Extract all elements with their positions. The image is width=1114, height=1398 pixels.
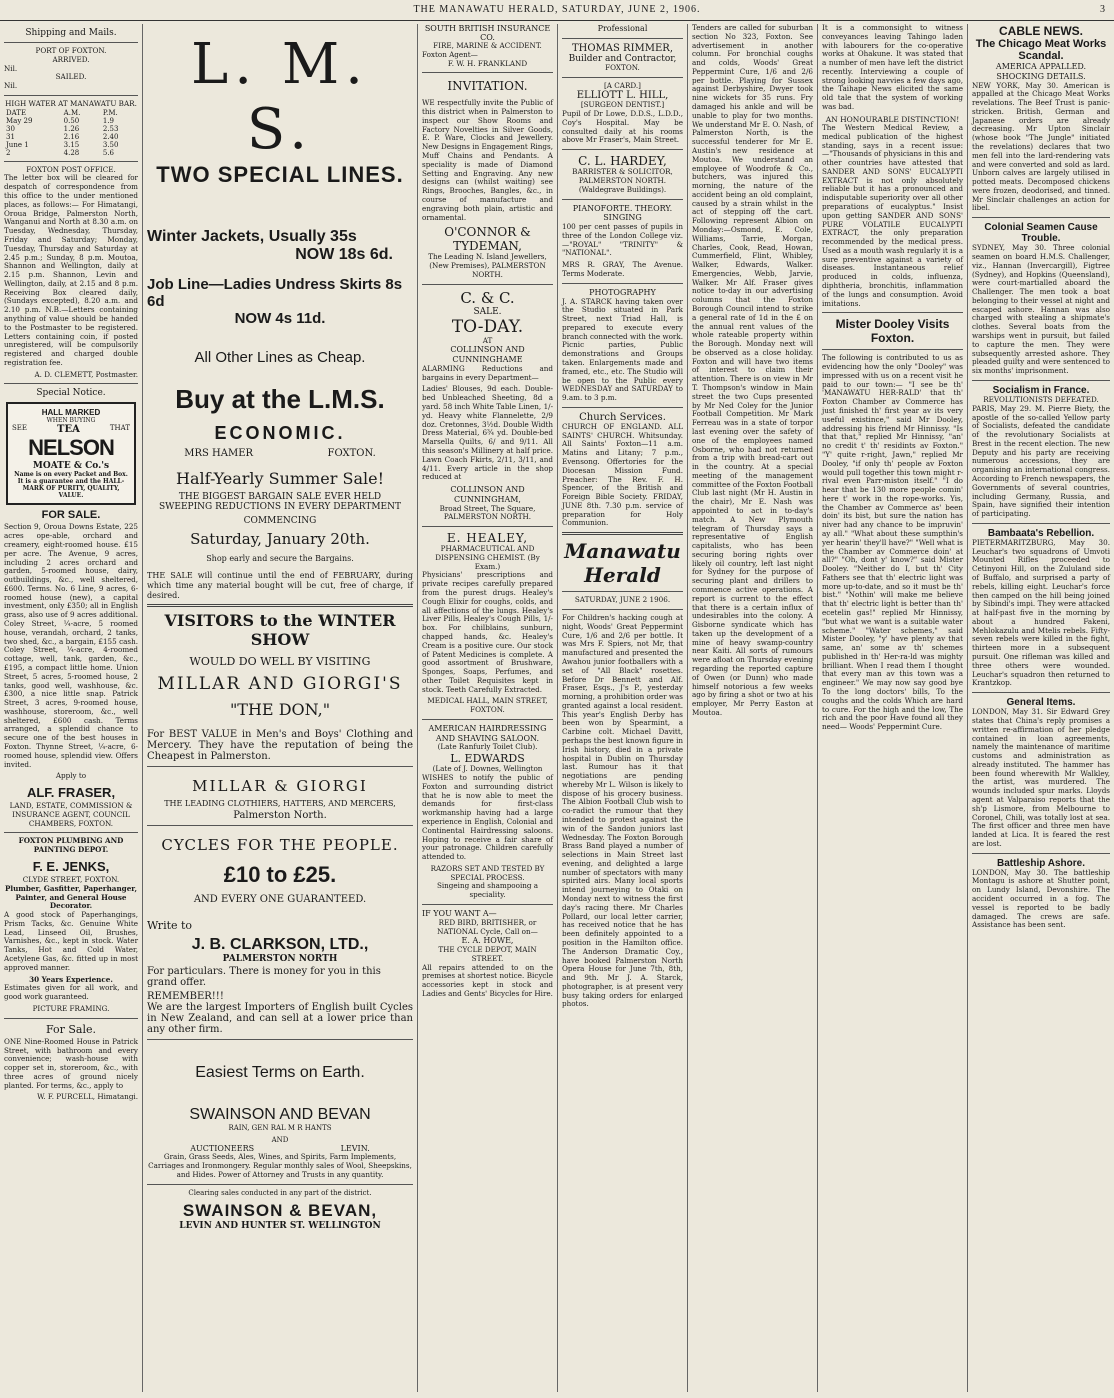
general-items-title: General Items. (1006, 697, 1076, 709)
chemist-text: Physicians' prescriptions and private recipes carefully prepared from the purest drugs. Healey's Cough Elixir for coughs, colds, and all affections of the lungs. Healey's Liver Pills, Healey's Cough Pills, 1/- box. For chilblains, sunburn, chapped hands, &c. Healey's Cream is a positive cure. Our stock of Patent Medicines is complete. A good assortment of Brushware, Sponges, Soaps, Perfumes, and other Toilet Requisites kept in stock. Teeth Carefully Extracted. (422, 570, 553, 694)
table-row (4, 133, 138, 141)
particulars: For particulars. There is money for you in this grand offer. (147, 966, 381, 989)
visitors-winter-show: VISITORS to the WINTER SHOW (164, 611, 396, 650)
oconnor-desc: The Leading N. Island Jewellers, (New Premises), PALMERSTON NORTH. (428, 252, 547, 279)
dooley-title: Mister Dooley Visits Foxton. (835, 317, 950, 346)
tea-line1: HALL MARKED (41, 408, 101, 418)
saturday-jan-20: Saturday, January 20th. (190, 530, 370, 548)
sale2-title: For Sale. (45, 1022, 97, 1036)
masthead-title: THE MANAWATU HERALD, SATURDAY, JUNE 2, 1906. (413, 4, 701, 15)
honourable-text: The Western Medical Review, a medical publication of the highest standing, says in a recent issue:—"Thousands of physicians in this and other countries have attested that SANDER AND SONS' EUCALYPTI EXTRACT is not only absolutely reliable but it has a pronounced and indisputable superiority over all other preparations of eucalyptus." Insist upon getting SANDER AND SONS' PURE VOLATILE EUCALYPTI EXTRACT, the only preparation recommended by the medical press. Used as a mouth wash regularly it is a sure preventive against a variety of diseases. Instantaneous relief produced in colds, influenza, diphtheria, bronchitis, inflammation of the lungs and consumption. Avoid imitations. (822, 122, 963, 308)
write-to: Write to (147, 919, 193, 933)
plumbing-address: CLYDE STREET, FOXTON. (22, 875, 120, 884)
hill-desc: Pupil of Dr Lowe, D.D.S., L.D.D., Coy's Hospital. May be consulted daily at his rooms above Mr Fraser's, Main Street. (562, 109, 683, 145)
france-text: PARIS, May 29. M. Pierre Biety, the apostle of the so-called Yellow party of Socialists, defeated the candidate of the revolutionary Socialists at Brest in the recent election. The new Deputy and his party are receiving numerous accessions, they are organising an international congress. According to French newspapers, the Governments of several countries, including Germany, Russia, and Spain, have signified their intention of participating. (972, 403, 1110, 519)
would-do-well: WOULD DO WELL BY VISITING (189, 655, 371, 669)
hill: ELLIOTT L. HILL, (576, 90, 669, 102)
tide-table (4, 109, 138, 157)
card-label: [A CARD.] (604, 80, 641, 90)
sbi-agent-label: Foxton Agent— (422, 49, 478, 59)
agent-name: ALF. FRASER, (26, 785, 116, 801)
plumbing-title: FOXTON PLUMBING AND PAINTING DEPOT. (18, 836, 124, 855)
tide-cell: 2 (6, 148, 11, 157)
tide-cell: 31 (6, 132, 15, 141)
tide-cell: May 29 (6, 116, 33, 125)
sale-list: Ladies' Blouses, 9d each. Double-bed Unbleached Sheeting, 8d a yard. 58 inch White Table Linen, 1/- yd. Heavy white Flannelette, 2/9 doz. Cretonnes, 3½d. Double Width Dress Material, 6¾ yd. Double-bed Marsella Quilts, 6/ and 9/11. All this season's Millinery at half price. Lawn Coach Fkirts, 2/11, 3/11, and 4/11. Every article in the shop reduced at (422, 384, 553, 482)
tide-head-pm: P.M. (102, 108, 118, 117)
sale-continue: THE SALE will continue until the end of FEBRUARY, during which time any material bought will be cut, free of charge, if desired. (147, 571, 413, 600)
port-heading: PORT OF FOXTON. (35, 46, 107, 55)
shocking-details: SHOCKING DETAILS. (996, 71, 1086, 81)
local-news-continued: Tenders are called for suburban section No 323, Foxton. See advertisement in another column. For bronchial coughs and colds, Woods' Great Peppermint Cure, 1/6 and 2/6 per bottle. Playing for Sussex against Derbyshire, Dwyer took nine wickets for 35 runs. Fry damaged his ankle and will be unable to play for two months. We understand Mr E. O. Nash, of Palmerston North, is the successful tenderer for Mr E. Austin's new residence at Moutoa. We understand an employee of Woodrofe & Co., butchers, was injured this morning, the nature of the accident being an old complaint, caused by a strain whilst in the act of stepping off the cart. Following represent Albion on Monday:—Osmond, E. Cole, Williams, Tarrie, Morgan, Charles, Cook, Read, Howan, Cummerfield, Flint, Whibley, Walker, Edwards, Walker. Emergencies, Webb, Jarvie, Walker. Mr Alf. Fraser gives notice to-day in our advertising columns that the Foxton Borough Council intend to strike a general rate of 1d in the £ on the annual rent values of the whole rateable property within the Borough. Monday next will be observed as a close holiday. Foxton and will have two items of interest to claim their attention. There is on view in Mr T. Thompson's window in Main street the two Cups presented by Mr Ned Coley for the Junior Football Competition. Mr Mark Ferreau was in a state of torpor last evening over the safety of one of the employees named Osborne, who had not returned from a trip with bread-cart out in the country. At a special meeting of the management committee of the Foxton Football Club last night (Mr H. Austin in the chair), Mr E. Nash was appointed to act in to-day's match. A New Plymouth telegram of Thursday says a representative of English capitalists, who has been securing boring rights over likely oil country, left last night for Sydney for the purpose of securing plant and drillers to commence active operations. A report is current to the effect that there is a certain influx of undesirables into the colony. A Gisborne syndicate which has taken up the development of a mine of heavy swamp-country near Kaiti. All sorts of rumours were afloat on Thursday evening regarding the reported capture of Owen (or Dunn) who made himself notorious a few weeks ago by firing a shot or two at his employer, Mr Perry Easton at Moutoa. (692, 24, 813, 717)
oconnor-tydeman: O'CONNOR & TYDEMAN, (444, 225, 531, 254)
largest-importers: We are the largest Importers of English built Cycles in New Zealand, and can sell at a lower price than any other firm. (147, 1002, 413, 1036)
hamer-foxton: FOXTON. (327, 448, 376, 459)
tea-word: TEA (57, 424, 80, 436)
tea-line2: WHEN BUYING (46, 417, 96, 425)
tide-cell: 3.15 (63, 140, 80, 149)
edwards: L. EDWARDS (450, 752, 525, 766)
battleship-text: LONDON, May 30. The battleship Montagu is ashore at Shutter point, on Lundy Island, Devonshire. The accident occurred in a fog. The vessel is reported to be badly damaged. The crews are safe. Assistance has been sent. (972, 867, 1110, 930)
best-value: For BEST VALUE in Men's and Boys' Clothing and Mercery. They have the reputation of being the Cheapest in Palmerston. (147, 729, 413, 763)
tide-cell: 4.28 (63, 148, 80, 157)
sale2-name: W. F. PURCELL, Himatangi. (37, 1092, 138, 1102)
half-yearly-sale: Half-Yearly Summer Sale! (175, 469, 384, 488)
france-title: Socialism in France. (992, 384, 1090, 396)
tide-title: HIGH WATER AT MANAWATU BAR. (5, 98, 137, 108)
cable-news-title: CABLE NEWS. (999, 24, 1083, 38)
leading-clothiers: THE LEADING CLOTHIERS, HATTERS, AND MERCERS, (164, 799, 396, 809)
medical-hall: MEDICAL HALL, MAIN STREET, FOXTON. (427, 696, 548, 715)
millar-giorgi-2: MILLAR & GIORGI (192, 777, 368, 796)
plumbing-desc: Plumber, Gasfitter, Paperhanger, Painter, and General House Decorator. (4, 883, 138, 911)
job-now: NOW 4s 11d. (234, 310, 326, 327)
singeing: Singeing and shampooing a speciality. (436, 881, 539, 900)
buy-at-lms: Buy at the L.M.S. (175, 384, 385, 414)
hardey: C. L. HARDEY, (578, 154, 667, 169)
clearing-sales: Clearing sales conducted in any part of the district. (188, 1188, 372, 1197)
tea-that: THAT (109, 424, 130, 433)
auctioneers: AUCTIONEERS (190, 1144, 255, 1154)
tide-cell: 2.40 (102, 132, 119, 141)
sbi-title: SOUTH BRITISH INSURANCE CO. (424, 24, 551, 42)
job-line: Job Line—Ladies Undress Skirts 8s 6d (147, 276, 403, 310)
tea-firm: MOATE & Co.'s (32, 461, 110, 472)
tide-cell: 0.50 (63, 116, 80, 125)
razors: RAZORS SET AND TESTED BY SPECIAL PROCESS. (430, 863, 545, 882)
tide-head-date: DATE (6, 108, 27, 117)
repairs: All repairs attended to on the premises at shortest notice. Bicycle accessories kept in stock and Ladies and Gents' Bicycles for Hire. (422, 962, 553, 998)
collinson: COLLINSON AND CUNNINGHAME (450, 345, 525, 365)
swainson-bevan-2: SWAINSON & BEVAN, (182, 1200, 378, 1220)
bambaata-text: PIETERMARITZBURG, May 30. Leuchar's two squadrons of Umvoti Mounted Rifles proceeded to Cetinyoni Hill, on the Zululand side of Buffalo, and surprised a party of rebels, killing eight. Leuchar's force then camped on the hill being joined by Sibindi's impi. They were attacked at half-past five in the morning by about a hundred Fakeni, Mehlokazulu and Mtelis rebels. Fifty-seven rebels were killed in the fight, thirteen more in a subsequent pursuit. One rifleman was killed and three others were wounded. Leuchar's squadron then returned to Krantzkop. (972, 537, 1110, 688)
tide-cell: 30 (6, 124, 15, 133)
experience: 30 Years Experience. (29, 974, 113, 984)
ohakune-text: It is a commonsight to witness conveyances leaving Tahingo laden with labourers for the co-operative works at Ohakune. It was stated that a number of men have left the district recently. Interviewing a couple of strong looking navvies a few days ago, the Taihape News elicited the same old tale that the system of working was bad. (822, 24, 963, 112)
sbi-agent-name: F. W. H. FRANKLAND (447, 58, 528, 68)
mrs-hamer: MRS HAMER (184, 448, 254, 459)
table-row (4, 149, 138, 157)
tide-cell: 3.50 (102, 140, 119, 149)
mrs-gray: MRS R. GRAY, The Avenue. Terms Moderate. (562, 260, 683, 278)
apply-label: Apply to (55, 771, 87, 781)
broad-street: Broad Street, The Square, PALMERSTON NORTH. (439, 503, 536, 522)
tide-cell: 1.9 (102, 116, 114, 125)
grain-seeds: Grain, Grass Seeds, Ales, Wines, and Spirits, Farm Implements, Carriages and Ironmongery. Regular monthly sales of Wool, Sheepskins, and Hides. Power of Attorney and Trusts in any quantity. (148, 1152, 412, 1179)
levin-hunter-st: LEVIN AND HUNTER ST. WELLINGTON (179, 1220, 381, 1231)
church-title: Church Services. (579, 411, 666, 423)
the-don: "THE DON," (229, 700, 331, 720)
seamen-text: SYDNEY, May 30. Three colonial seamen on board H.M.S. Challenger, viz., Hannan (Invercargill), Figtree (Sydney), and Hopkins (Queensland), were court-martialled aboard the Challenger. The men took a boat belonging to their vessel at night and escaped ashore. Hannan was also charged with stealing a shipmate's clothes. Several boats from the warships went in pursuit, but failed to capture the men. They were subsequently arrested ashore. They pleaded guilty and were sentenced to six months' imprisonment. (972, 243, 1110, 376)
local-news: For Children's hacking cough at night, Woods' Great Peppermint Cure, 1/6 and 2/6 per bottle. It was Mrs F. Spiers, not Mr, that manufactured and presented the Awahou junior footballers with a set of "All Black" rosettes. Before Dr Bennett and Alf. Fraser, Esqs., J's P., yesterday morning, a prohibition order was granted against a local resident. This year's English Derby has been won by Spearmint, a Carbine colt. Michael Davitt, perhaps the best known figure in Irish history, died in a private hospital in Dublin on Thursday last. Rumour has it that negotiations are pending whereby Mr L. Wilson is likely to dispose of his grocery business. The Albion Football Club wish to co-radict the rumour that they intended to protest against the win of the Sandon juniors last Wednesday. The Foxton Borough Brass Band played a number of selections in Main Street last evening, and delighted a large number of spectators with many spirited airs. Many local sports intend journeying to Otaki on Monday next to witness the first day's racing there. Mr Charles Pollard, our local letter carrier, has received notice that he has been definitely appointed to a position in the Hamilton office. The Anderson Dramatic Coy., have booked Palmerston North Opera House for June 7th, 8th, and 9th. Mr J. A. Starck, photographer, is at present very busy taking orders for enlarged photos. (562, 613, 683, 1009)
table-row (4, 141, 138, 149)
rimmer-foxton: FOXTON. (605, 62, 640, 72)
chemist: PHARMACEUTICAL AND DISPENSING CHEMIST. (By Exam.) (435, 544, 540, 571)
bambaata-title: Bambaata's Rebellion. (987, 527, 1095, 539)
photography-text: J. A. STARCK having taken over the Studio situated in Park Street, next Triad Hall, is prepared to execute every branch connected with the work. Picnic parties, Public demonstrations and Groups taken. Enlargements made and framed, etc., etc. The Studio will be open to the Public every WEDNESDAY and SATURDAY to 9.am. to 3 p.m. (562, 296, 683, 403)
if-you-want: IF YOU WANT A— (422, 908, 497, 918)
tide-cell: 2.16 (63, 132, 80, 141)
seamen-title: Colonial Seamen Cause Trouble. (984, 222, 1098, 245)
estimates: Estimates given for all work, and good work guaranteed. (4, 983, 138, 1002)
for-sale-title: FOR SALE. (41, 509, 101, 522)
cc-sale: SALE. (473, 306, 502, 317)
page-number: 3 (1100, 4, 1106, 15)
arrived-heading: ARRIVED. (52, 54, 90, 64)
shop-early: Shop early and secure the Bargains. (206, 554, 354, 563)
piano-title: PIANOFORTE. THEORY. SINGING (572, 203, 673, 223)
sailed-value: Nil. (4, 81, 18, 91)
every-one-guaranteed: AND EVERY ONE GUARANTEED. (193, 894, 367, 906)
piano-text: 100 per cent passes of pupils in three of the London College viz.—"ROYAL" "TRINITY" & "NATIONAL". (562, 222, 683, 258)
alarming: ALARMING Reductions and bargains in every Department— (422, 363, 553, 382)
column-1 (0, 24, 143, 1392)
table-row (4, 125, 138, 133)
general-merchants: RAIN, GEN RAL M R HANTS (228, 1124, 332, 1133)
economic: ECONOMIC. (214, 423, 346, 443)
column-7 (968, 24, 1114, 1392)
other-lines: All Other Lines as Cheap. (194, 349, 366, 366)
sweeping-reductions: SWEEPING REDUCTIONS IN EVERY DEPARTMENT (159, 502, 401, 512)
surgeon-dentist: [SURGEON DENTIST.] (580, 100, 665, 110)
cc-today: TO-DAY. (451, 316, 524, 337)
battleship-title: Battleship Ashore. (997, 857, 1085, 869)
sale2-text: ONE Nine-Roomed House in Patrick Street, with bathroom and every convenience; wash-house with copper set in, storeroom, &c., with three acres of ground nicely planted. For terms, &c., apply to (4, 1036, 138, 1090)
post-office-text: The letter box will be cleared for despatch of correspondence from this office to the under mentioned places, as follows:— For Himatangi, Oroua Bridge, Palmerston North, Wanganui and North at 8.30 a.m. on Tuesday, Wednesday, Thursday, Friday and Saturday; Monday, Tuesday, Thursday and Saturday at 2.45 p.m.; Sunday, 8 p.m. Moutoa, Shannon and Wellington, daily at 2.15 p.m. Shannon, Levin and Wellington, daily, at 2.15 and 8 p.m. Receiving Box cleared daily, (Sundays excepted), 8.20 a.m. and 2.10 p.m. N.B.—Letters containing anything of value should be handed to the Postmaster to be registered. Letters containing coin, if posted unregistered, will be compulsorily registered and charged double registration fee. (4, 173, 138, 367)
tide-cell: June 1 (6, 140, 29, 149)
invitation-text: WE respectfully invite the Public of this district when in Palmerston to inspect our Show Rooms and Factory Novelties in Silver Goods, E. P. Ware, Clocks and Jewellery. New Designs in Engagement Rings, Muff Chains and Pendants. A speciality is made of Diamond Setting and Engraving. Any new designs can (whilst waiting) see Rings, Brooches, Bangles, &c., in course of manufacture and engraving both plain, artistic and ornamental. (422, 98, 553, 222)
invitation-title: INVITATION. (447, 79, 528, 94)
winter-jackets: Winter Jackets, Usually 35s (147, 228, 357, 245)
postmaster: A. D. CLEMETT, Postmaster. (34, 369, 138, 379)
for-sale-text: Section 9, Oroua Downs Estate, 225 acres ope-able, orchard and creamery, eight-roomed house. £15 per acre. The Avenue, 9 acres, including 2 acres orchard and garden, 5-roomed house, dairy, outbuildings, &c., well sheltered, £600. Terms. No. 6 Line, 9 acres, 6-roomed house (new), a capital investment, only £350; all in English grass, also use of 9 acres additional. Coley Street, ¼-acre, 5 roomed house, verandah, orchard, 2 tanks, two shed, &c., a bargain, £155 cash. Coley Street, ¼-acre, 4-roomed cottage, well, tank, garden, &c., £195, a compact little home. Union Street, 5 acres, 5-roomed house, 2 tanks, good well, washhouse, &c. £300, a nice little snap. Patrick Street, 3 acres, 9-roomed house, washhouse, storeroom, &c., well sheltered, £600 cash. Terms arranged, a splendid chance to secure one of the best houses in Foxton. Thynne Street, ¼-acre, 6-roomed house, splendid view. Offers invited. (4, 522, 138, 769)
lms-logo: L. M. S. (191, 32, 369, 162)
rimmer: THOMAS RIMMER, (571, 42, 674, 54)
edwards-desc: (Late of J. Downes, Wellington (432, 764, 543, 774)
barrister: BARRISTER & SOLICITOR, PALMERSTON NORTH. (572, 167, 673, 185)
tide-cell: 2.53 (102, 124, 119, 133)
winter-now: NOW 18s 6d. (295, 246, 393, 263)
two-special-lines: TWO SPECIAL LINES. (156, 162, 404, 187)
church-text: CHURCH OF ENGLAND. ALL SAINTS' CHURCH. Whitsunday. All Saints' Foxton—11 a.m. Matins and Litany; 7 p.m., Evensong. Offertories for the Diocesan Mission Fund. Preacher: The Rev. F. H. Spencer, of the British and Foreign Bible Society. FRIDAY, JUNE 8th. 7.30 p.m. service of preparation for Holy Communion. (562, 421, 683, 528)
tide-cell: 1.26 (63, 124, 80, 133)
clarkson-pn: PALMERSTON NORTH (222, 954, 338, 965)
american-hairdressing: AMERICAN HAIRDRESSING AND SHAVING SALOON. (428, 723, 547, 743)
herald-title: Manawatu Herald (564, 539, 681, 588)
palmerston-north: Palmerston North. (233, 810, 327, 822)
arrived-value: Nil. (4, 63, 18, 73)
commencing: COMMENCING (243, 516, 317, 526)
waldegrave: (Waldegrave Buildings). (578, 184, 667, 194)
tea-desc: Name is on every Packet and Box. It is a guarantee and the HALL-MARK OF PURITY, QUALITY, VALUE. (14, 471, 128, 500)
healey: E. HEALEY, (446, 531, 529, 546)
biggest-bargain: THE BIGGEST BARGAIN SALE EVER HELD (178, 492, 382, 502)
table-row (4, 117, 138, 125)
cycle-brands: RED BIRD, BRITISHER, or NATIONAL Cycle, Call on— (437, 917, 538, 936)
swainson-bevan: SWAINSON AND BEVAN (189, 1106, 371, 1124)
herald-date: SATURDAY, JUNE 2 1906. (574, 595, 671, 605)
tea-see: SEE (12, 424, 28, 433)
sailed-heading: SAILED. (55, 72, 87, 82)
professional-title: Professional (597, 24, 648, 33)
remember: REMEMBER!!! (147, 991, 224, 1003)
tea-brand: NELSON (28, 435, 114, 461)
column-3 (418, 24, 558, 1392)
plumbing-text: A good stock of Paperhangings, Prism Tacks, &c. Genuine White Lead, Linseed Oil, Brushes, Varnishes, &c., kept in stock. Water Tanks, Hot and Cold Water, Acetylene Gas, &c. fitted up in most approved manner. (4, 910, 138, 972)
column-5 (688, 24, 818, 1392)
column-2 (143, 24, 418, 1392)
shipping-title: Shipping and Mails. (25, 28, 117, 38)
sbi-fire: FIRE, MARINE & ACCIDENT. (433, 41, 542, 50)
picture-framing: PICTURE FRAMING. (32, 1003, 110, 1013)
easiest-terms: Easiest Terms on Earth. (195, 1064, 365, 1082)
dooley-text: The following is contributed to us as evidencing how the only "Dooley" was impressed with us on a recent visit he paid to our town:— "I see be th' 'MANAWATU HER-RALD' that th' Foxton Chamber av Commerce has just finished th' first year av its very useful existince," said Mr Dooley, addressing his friend Mr Hinnissy. "Is that that," replied Mr Hinnissy, "an' no credit t' th' residints av Foxton." "Y' quite r-right, Jawn," replied Mr Dooley, "if only th' people av Foxton would pull together this town might r-rival even Parr-miston itself." "I do hear that be 130 more people comin' here t' work in the rope-works. Yis, the Chamber av Commerce as' been doin' its bist, but sure the nation has niver had any chance to be impruvin' ay all." "What about these sumpthin's yer hearin' they'll have?" "Well what is the Chamber av Commerce doin' at all?" "Oh, dont y' know?" said Mister Dooley. "Neither do I, but th' City Fathers see that th' electric light was more up-to-date, and so it must be th' bist." "Nothin' will make me believe that th' electric light is better than th' ecetelin gas!" replied Mr Hinnissy, "but what we want is a suitable water scheme." "Water schemes," said Mister Dooley, "y' have plenty av that same, an' some av th' schemes published in th' Her-ra-ld was mighty brilliant. When I read them I thought that every man av this town was a engineer." We may now say good bye To the long doctors' bills, To the coughs and the colds Which are hard to cure. For the high and the low, The rich and the poor Have found all they need— Woods' Peppermint Cure. (822, 353, 963, 732)
builder: Builder and Contractor, (568, 53, 677, 64)
price-range: £10 to £25. (223, 862, 337, 888)
cycles-for-people: CYCLES FOR THE PEOPLE. (161, 836, 399, 855)
tide-head-am: A.M. (63, 108, 81, 117)
wishes: WISHES to notify the public of Foxton and surrounding district that he is now able to meet the demands for first-class workmanship having had a large experience in English, Colonial and Continental Hairdressing saloons. Hoping to receive a fair share of your patronage. Children carefully attended to. (422, 773, 553, 862)
howe: E. A. HOWE, (461, 936, 514, 946)
photography-title: PHOTOGRAPHY (589, 287, 656, 297)
levin: LEVIN. (340, 1144, 370, 1154)
plumbing-name: F. E. JENKS, (32, 859, 110, 874)
meat-text: NEW YORK, May 30. American is appalled at the Chicago Meat Works revelations. The Beef Trust is panic-stricken. British, German and Japanese orders are already decreasing. Mr Upton Sinclair (whose book "The Jungle" initiated the revelations) declares that two men fell into the lard-rendering vats and were converted and sold as lard. Unborn calves are largely utilised in potted meats. Decomposed chickens were frozen, deodorised, and tinned. Mr Sinclair challenges an action for libel. (972, 80, 1110, 213)
masthead (0, 0, 1114, 21)
agent-desc: LAND, ESTATE, COMMISSION & INSURANCE AGENT, COUNCIL CHAMBERS, FOXTON. (9, 801, 133, 828)
meat-title: The Chicago Meat Works Scandal. (975, 38, 1107, 62)
general-items-text: LONDON, May 31. Sir Edward Grey states that China's reply promises a written re-affirmation of her pledge contained in loan agreements, namely the maintenance of maritime customs and administration as already instituted. The hammer has been found wherewith Mr Walkley, the artist, was murdered. The wounds included spur marks. Lloyds agent at Valparaiso reports that the sh'p Lismore, from Melbourne to Coronel, Chili, was totally lost at sea. The first officer and three men have landed at Lica. It is feared the rest are lost. (972, 707, 1110, 848)
and-word: AND (271, 1136, 289, 1145)
nelson-tea-ad (6, 402, 136, 505)
revolutionists-defeated: REVOLUTIONISTS DEFEATED. (983, 394, 1099, 404)
america-appalled: AMERICA APPALLED. (995, 62, 1087, 71)
cc-logo: C. & C. (460, 288, 515, 307)
special-notice-title: Special Notice. (36, 388, 106, 399)
post-office-title: FOXTON POST OFFICE. (26, 164, 116, 174)
honourable-title: AN HONOURABLE DISTINCTION! (825, 114, 960, 124)
cycle-depot: THE CYCLE DEPOT, MAIN STREET. (438, 945, 537, 963)
millar-giorgis: MILLAR AND GIORGI'S (157, 674, 403, 695)
tide-cell: 5.6 (102, 148, 114, 157)
collinson-2: COLLINSON AND CUNNINGHAM, (450, 485, 525, 504)
column-6 (818, 24, 968, 1392)
column-4 (558, 24, 688, 1392)
clarkson: J. B. CLARKSON, LTD., (191, 936, 369, 954)
ranfurly: (Late Ranfurly Toilet Club). (437, 742, 538, 752)
cc-at: AT (482, 335, 493, 345)
